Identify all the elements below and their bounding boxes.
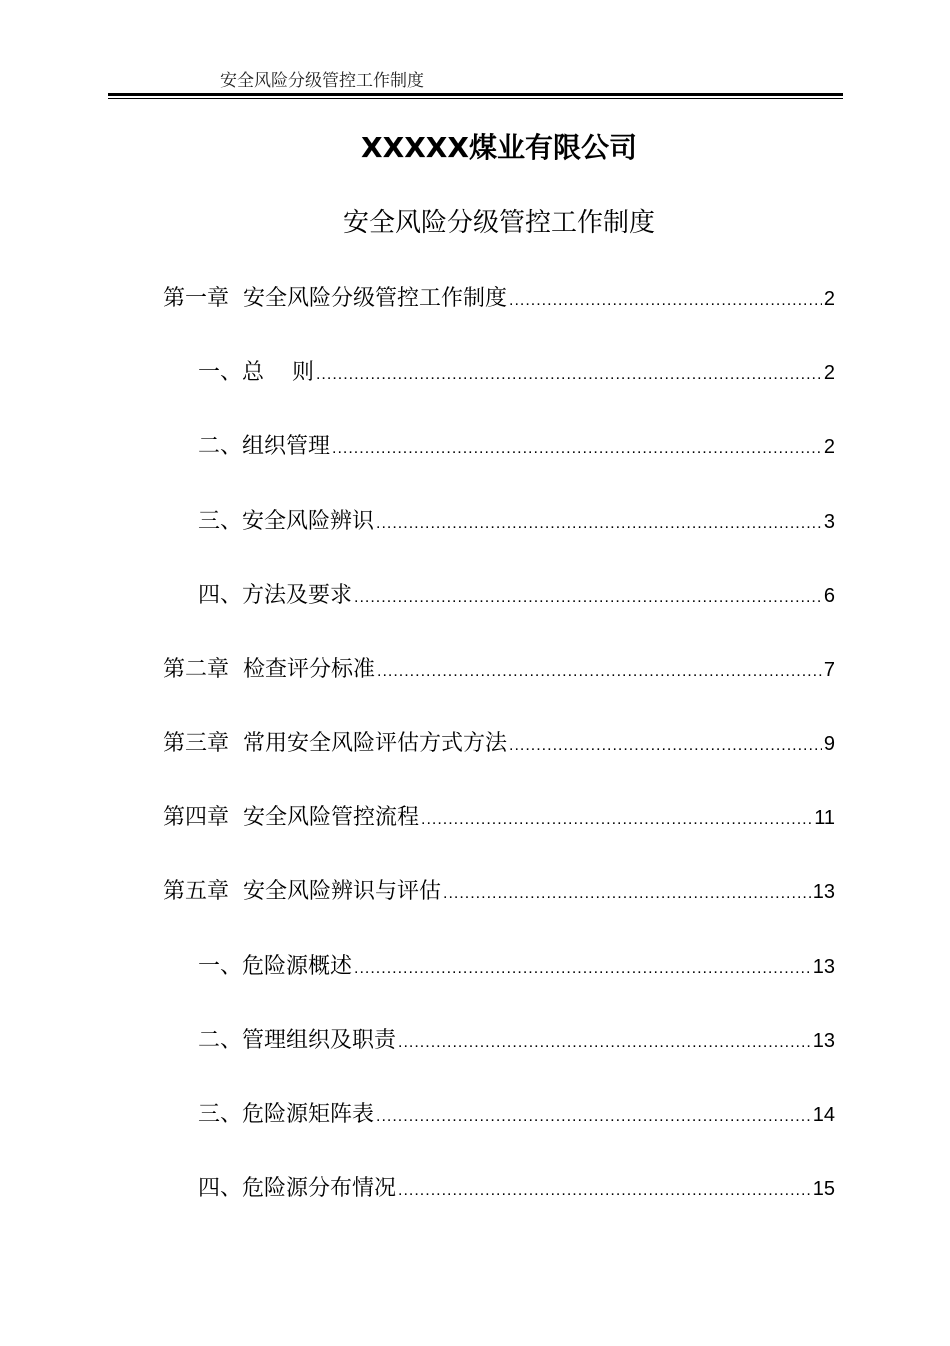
toc-dot-leader	[377, 656, 822, 688]
toc-entry[interactable]	[198, 1025, 835, 1059]
toc-entry[interactable]	[198, 951, 835, 985]
toc-dot-leader	[398, 1027, 811, 1059]
toc-page-number: 2	[823, 362, 835, 384]
toc-page-number: 6	[823, 585, 835, 607]
toc-entry-label: 三、危险源矩阵表	[198, 1102, 375, 1127]
toc-dot-leader	[421, 804, 812, 836]
toc-entry-label: 第五章 安全风险辨识与评估	[163, 879, 441, 904]
toc-page-number: 13	[812, 881, 835, 903]
header-rule-thin	[108, 98, 843, 99]
toc-entry-label: 二、组织管理	[198, 434, 331, 459]
toc-dot-leader	[509, 730, 822, 762]
toc-entry-label: 二、管理组织及职责	[198, 1028, 397, 1053]
toc-dot-leader	[316, 359, 822, 391]
toc-entry[interactable]	[163, 728, 835, 762]
header-rule	[108, 93, 843, 96]
toc-entry[interactable]	[198, 1173, 835, 1207]
toc-entry[interactable]	[198, 357, 835, 391]
toc-dot-leader	[398, 1175, 811, 1207]
toc-entry-label: 第一章 安全风险分级管控工作制度	[163, 286, 507, 311]
toc-page-number: 3	[823, 511, 835, 533]
toc-entry-label: 第三章 常用安全风险评估方式方法	[163, 731, 507, 756]
toc-page-number: 13	[812, 1030, 835, 1052]
toc-page-number: 7	[823, 659, 835, 681]
toc-entry-label: 一、总 则	[198, 360, 314, 385]
toc-entry-label: 四、危险源分布情况	[198, 1176, 397, 1201]
toc-entry-label: 四、方法及要求	[198, 583, 353, 608]
toc-entry[interactable]	[198, 506, 835, 540]
toc-entry-label: 三、安全风险辨识	[198, 509, 375, 534]
toc-entry[interactable]	[198, 1099, 835, 1133]
company-title: XXXXX煤业有限公司	[361, 131, 637, 164]
toc-entry-label: 一、危险源概述	[198, 954, 353, 979]
toc-dot-leader	[443, 878, 811, 910]
toc-page-number: 11	[814, 807, 835, 829]
toc-entry[interactable]	[163, 654, 835, 688]
toc-page-number: 2	[823, 436, 835, 458]
toc-dot-leader	[354, 582, 822, 614]
toc-dot-leader	[376, 508, 822, 540]
toc-page-number: 13	[812, 956, 835, 978]
toc-dot-leader	[509, 285, 822, 317]
toc-entry-label: 第二章 检查评分标准	[163, 657, 375, 682]
toc-dot-leader	[354, 953, 811, 985]
toc-entry[interactable]	[198, 580, 835, 614]
running-header: 安全风险分级管控工作制度	[220, 71, 424, 91]
toc-entry[interactable]	[163, 802, 835, 836]
toc-entry[interactable]	[163, 876, 835, 910]
toc-page-number: 2	[823, 288, 835, 310]
toc-entry-label: 第四章 安全风险管控流程	[163, 805, 419, 830]
toc-page-number: 9	[823, 733, 835, 755]
toc-entry[interactable]	[198, 431, 835, 465]
toc-entry[interactable]	[163, 283, 835, 317]
toc-dot-leader	[332, 433, 822, 465]
toc-page-number: 15	[812, 1178, 835, 1200]
toc-page-number: 14	[812, 1104, 835, 1126]
toc-dot-leader	[376, 1101, 811, 1133]
document-title: 安全风险分级管控工作制度	[342, 208, 655, 238]
